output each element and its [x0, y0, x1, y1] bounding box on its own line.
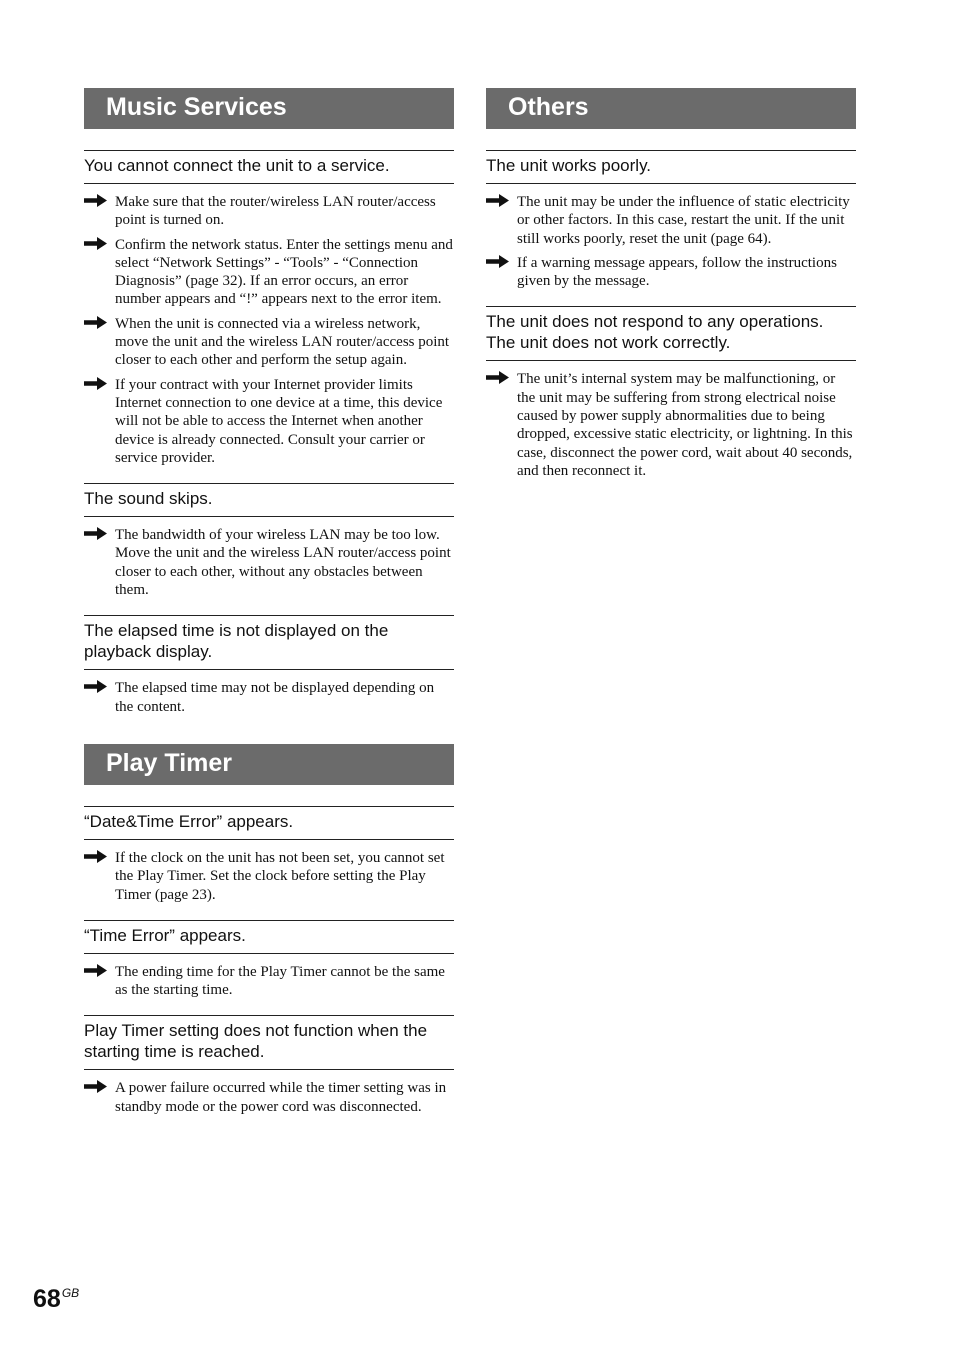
item-text: If your contract with your Internet provider limits Internet connection to one device at a time, this device will not be able to access the Internet when another device is already connected. Consult your carrier or service provider.	[115, 376, 443, 466]
arrow-right-icon	[84, 680, 107, 693]
arrow-right-icon	[84, 377, 107, 390]
topic-items	[84, 184, 454, 467]
topic	[84, 615, 454, 716]
arrow-right-icon	[486, 255, 509, 268]
topic-items	[84, 954, 454, 1000]
arrow-right-icon	[84, 964, 107, 977]
item-text: The bandwidth of your wireless LAN may be too low. Move the unit and the wireless LAN router/access point closer to each other, without any obstacles between them.	[115, 527, 451, 599]
list-item	[486, 254, 856, 291]
topic-title: You cannot connect the unit to a service.	[84, 151, 454, 184]
arrow-right-icon	[84, 1080, 107, 1093]
topic-items	[84, 670, 454, 716]
list-item	[84, 193, 454, 230]
list-item	[84, 315, 454, 370]
topic	[84, 1015, 454, 1116]
topic-items	[84, 517, 454, 599]
topic-items	[486, 184, 856, 290]
item-text: The ending time for the Play Timer cannot be the same as the starting time.	[115, 963, 445, 999]
list-item	[84, 849, 454, 904]
section-heading: Music Services	[84, 88, 454, 129]
list-item	[84, 236, 454, 309]
arrow-right-icon	[84, 527, 107, 540]
list-item	[84, 679, 454, 716]
arrow-right-icon	[486, 194, 509, 207]
arrow-right-icon	[84, 194, 107, 207]
topic	[84, 806, 454, 904]
left-column	[84, 88, 454, 1122]
list-item	[486, 193, 856, 248]
topic-title: The unit works poorly.	[486, 151, 856, 184]
item-text: If a warning message appears, follow the instructions given by the message.	[517, 254, 837, 290]
topic-title: “Time Error” appears.	[84, 921, 454, 954]
item-text: When the unit is connected via a wireless network, move the unit and the wireless LAN router/access point closer to each other and perform the setup again.	[115, 315, 450, 369]
item-text: Confirm the network status. Enter the settings menu and select “Network Settings” - “Tools” - “Connection Diagnosis” (page 32). If an error occurs, an error number appears and “!” appears next to the error item.	[115, 236, 453, 308]
page-number: $68^{GB}$	[33, 1285, 80, 1313]
item-text: If the clock on the unit has not been set, you cannot set the Play Timer. Set the clock before setting the Play Timer (page 23).	[115, 849, 445, 903]
topic-items	[84, 840, 454, 904]
topic	[486, 306, 856, 480]
topic-title: The unit does not respond to any operations. The unit does not work correctly.	[486, 307, 856, 361]
item-text: The elapsed time may not be displayed depending on the content.	[115, 680, 435, 715]
topic	[84, 483, 454, 599]
item-text: The unit may be under the influence of static electricity or other factors. In this case, restart the unit. If the unit still works poorly, reset the unit (page 64).	[517, 194, 850, 247]
section-heading: Others	[486, 88, 856, 129]
topic-title: “Date&Time Error” appears.	[84, 807, 454, 840]
item-text: The unit’s internal system may be malfunctioning, or the unit may be suffering from strong electrical noise caused by power supply abnormalities due to being dropped, excessive static electricity, or lightning. In this case, disconnect the power cord, wait about 40 seconds, and then reconnect it.	[517, 371, 853, 479]
section-music-services	[84, 88, 454, 716]
list-item	[84, 526, 454, 599]
arrow-right-icon	[84, 237, 107, 250]
section-heading: Play Timer	[84, 744, 454, 785]
list-item	[486, 370, 856, 480]
section-play-timer	[84, 744, 454, 1116]
arrow-right-icon	[84, 850, 107, 863]
arrow-right-icon	[486, 371, 509, 384]
right-column	[486, 88, 856, 486]
section-others	[486, 88, 856, 480]
topic-items	[84, 1070, 454, 1116]
topic	[84, 920, 454, 1000]
list-item	[84, 376, 454, 467]
topic-title: The sound skips.	[84, 484, 454, 517]
topic	[84, 150, 454, 467]
topic-title: The elapsed time is not displayed on the playback display.	[84, 616, 454, 670]
list-item	[84, 963, 454, 1000]
page-number-suffix: GB	[61, 1286, 80, 1300]
list-item	[84, 1079, 454, 1116]
topic	[486, 150, 856, 290]
topic-title: Play Timer setting does not function when the starting time is reached.	[84, 1016, 454, 1070]
item-text: Make sure that the router/wireless LAN router/access point is turned on.	[115, 194, 436, 229]
item-text: A power failure occurred while the timer setting was in standby mode or the power cord was disconnected.	[115, 1080, 447, 1115]
arrow-right-icon	[84, 316, 107, 329]
topic-items	[486, 361, 856, 480]
